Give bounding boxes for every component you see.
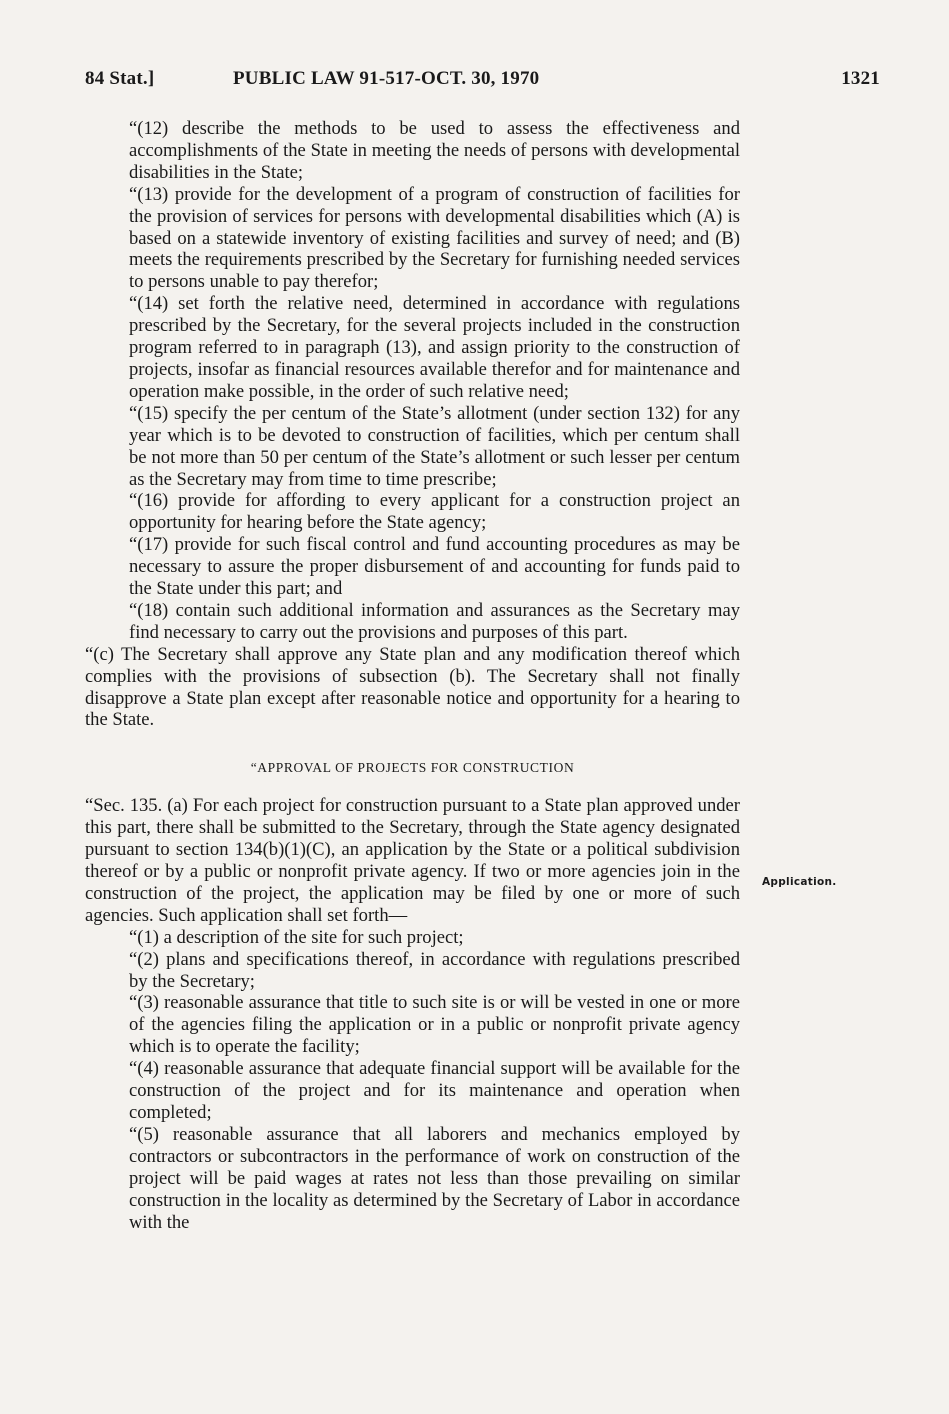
item-2: “(2) plans and specifications thereof, in accordance with regulations prescribed by the Secretary;	[129, 948, 740, 992]
section-heading: “APPROVAL OF PROJECTS FOR CONSTRUCTION	[250, 760, 575, 776]
page-number: 1321	[841, 68, 880, 89]
subsection-c: “(c) The Secretary shall approve any State plan and any modification thereof which complies with the provisions of subsection (b). The Secretary shall not finally disapprove a State plan except after reasonable notice and opportunity for a hearing to the State.	[85, 643, 740, 731]
paragraph-13: “(13) provide for the development of a program of construction of facilities for the provision of services for persons with developmental disabilities which (A) is based on a statewide inventory of existing facilities and survey of need; and (B) meets the requirements prescribed by the Secretary for furnishing needed services to persons unable to pay therefor;	[129, 183, 740, 293]
page-body	[85, 118, 740, 1233]
paragraph-12: “(12) describe the methods to be used to assess the effectiveness and accomplishments of the State in meeting the needs of persons with developmental disabilities in the State;	[129, 118, 740, 183]
volume-reference: 84 Stat.]	[85, 68, 155, 89]
paragraph-15: “(15) specify the per centum of the State’s allotment (under section 132) for any year which is to be devoted to construction of facilities, which per centum shall be not more than 50 per centum of the State’s allotment or such lesser per centum as the Secretary may from time to time prescribe;	[129, 402, 740, 490]
paragraph-18: “(18) contain such additional information and assurances as the Secretary may find necessary to carry out the provisions and purposes of this part.	[129, 599, 740, 643]
item-1: “(1) a description of the site for such project;	[129, 926, 464, 948]
paragraph-14: “(14) set forth the relative need, determined in accordance with regulations prescribed by the Secretary, for the several projects included in the construction program referred to in paragraph (13), and assign priority to the construction of projects, insofar as financial resources available therefor and for maintenance and operation make possible, in the order of such relative need;	[129, 293, 740, 402]
paragraph-16: “(16) provide for affording to every applicant for a construction project an opportunity for hearing before the State agency;	[129, 490, 740, 534]
page-header	[85, 68, 880, 92]
item-3: “(3) reasonable assurance that title to such site is or will be vested in one or more of the agencies filing the application or in a public or nonprofit private agency which is to operate the facility;	[129, 992, 740, 1058]
item-5: “(5) reasonable assurance that all laborers and mechanics employed by contractors or subcontractors in the performance of work on construction of the project will be paid wages at rates not less than those prevailing on similar construction in the locality as determined by the Secretary of Labor in accordance with the	[129, 1123, 740, 1233]
item-4: “(4) reasonable assurance that adequate financial support will be available for the construction of the project and for its maintenance and operation when completed;	[129, 1058, 740, 1123]
running-title: PUBLIC LAW 91-517-OCT. 30, 1970	[233, 68, 540, 89]
paragraph-17: “(17) provide for such fiscal control and fund accounting procedures as may be necessary to assure the proper disbursement of and accounting for funds paid to the State under this part; and	[129, 534, 740, 600]
margin-note-application: Application.	[762, 876, 837, 888]
section-135-intro: “Sec. 135. (a) For each project for construction pursuant to a State plan approved under this part, there shall be submitted to the Secretary, through the State agency designated pursuant to section 134(b)(1)(C), an application by the State or a political subdivision thereof or by a public or nonprofit private agency. If two or more agencies join in the construction of the project, the application may be filed by one or more of such agencies. Such application shall set forth—	[85, 795, 740, 926]
